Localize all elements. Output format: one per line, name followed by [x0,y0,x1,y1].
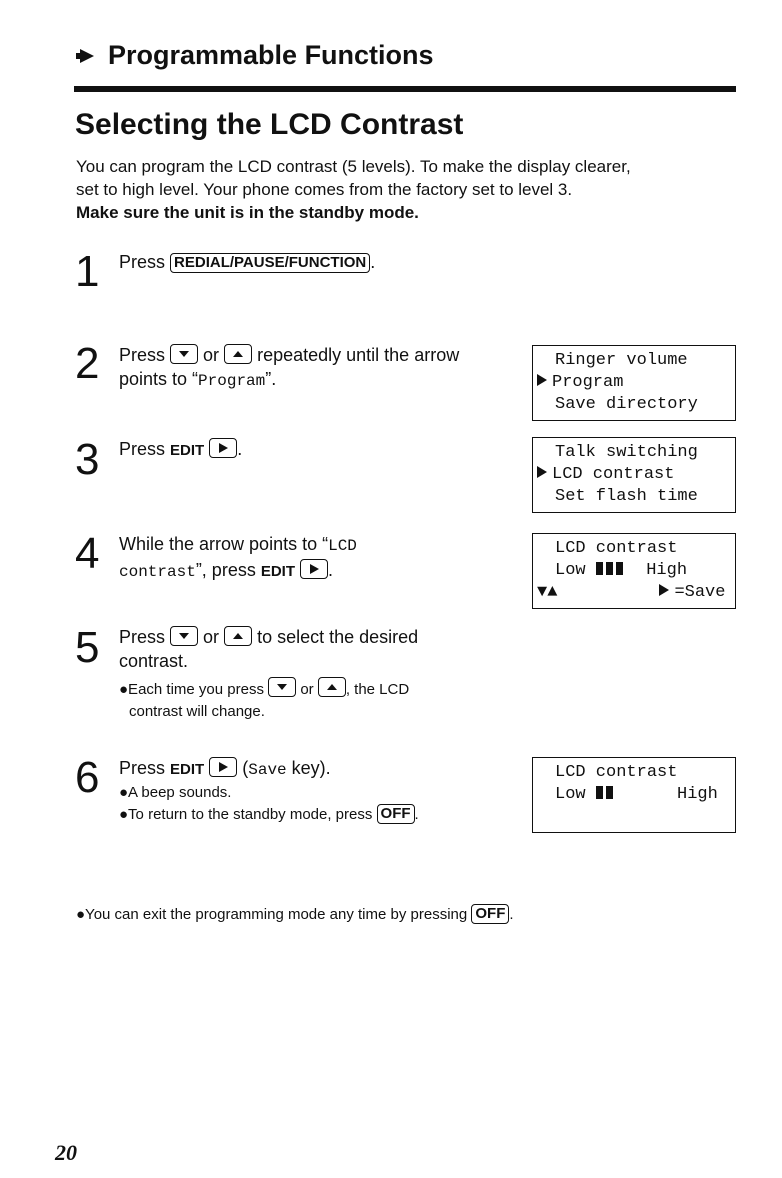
or-label: or [300,681,314,698]
step-number: 4 [75,529,100,578]
edit-right-key-icon [209,757,237,777]
step-3-text [119,437,509,463]
step-5-rest: to select the desired [257,627,419,647]
lcd-screen-menu-2 [532,437,736,513]
page-title: Selecting the LCD Contrast [75,108,464,141]
down-key-icon [170,344,198,364]
period: . [328,560,334,580]
contrast-bar [606,786,613,799]
down-key-icon [268,677,296,697]
off-key: OFF [377,804,415,824]
step-2-text [119,343,509,393]
lcd-line: Save directory [555,395,698,414]
footer-note-text: ●You can exit the programming mode any time by pressing [76,906,468,923]
step-5-text [119,625,509,723]
period: . [414,806,419,823]
selection-arrow-icon [537,374,547,386]
intro-line-2: set to high level. Your phone comes from the factory set to level 3. [76,180,573,199]
low-label: Low [555,561,586,580]
lcd-screen-menu-1 [532,345,736,421]
high-label: High [677,785,718,804]
step-number: 2 [75,339,100,388]
lcd-line: Ringer volume [555,351,688,370]
edit-right-key-icon [300,559,328,579]
lcd-contrast-row [533,560,735,582]
contrast-bar [616,562,623,575]
note-text: ●A beep sounds. [119,784,232,801]
intro-line-1: You can program the LCD contrast (5 levels). To make the display clearer, [76,157,631,176]
selection-arrow-icon [537,466,547,478]
paren: ( [242,758,249,778]
step-6-after: key). [291,758,331,778]
section-header [76,40,736,71]
lcd-screen-contrast-adjust [532,533,736,609]
step-2-rest: repeatedly until the arrow [257,345,460,365]
intro [76,155,746,224]
high-label: High [646,561,688,580]
low-label: Low [555,785,586,804]
section-title-row [76,40,736,71]
save-arrow-icon [659,584,669,596]
down-key-icon [170,626,198,646]
contrast-bar [596,786,603,799]
pointer-arrow-icon [76,45,98,67]
step-5-line2: contrast. [119,651,189,671]
press-label: Press [119,758,166,778]
or-label: or [203,627,220,647]
off-key: OFF [471,904,509,924]
step-2-line2b: ”. [265,369,277,389]
section-title: Programmable Functions [108,40,434,70]
period: . [237,439,243,459]
press-label: Press [119,252,166,272]
step-2-line2a: points to “ [119,369,199,389]
lcd-contrast-row [533,784,735,806]
save-mono: Save [248,761,287,779]
redial-pause-function-key: REDIAL/PAUSE/FUNCTION [170,253,370,273]
or-label: or [203,345,220,365]
step-4-text [119,532,509,584]
lcd-line: Set flash time [555,487,698,506]
lcd-nav-row [533,582,735,604]
lcd-line: Talk switching [555,443,698,462]
lcd-screen-contrast-saved [532,757,736,833]
press-label: Press [119,627,166,647]
step-1-text [119,250,509,274]
up-key-icon [224,626,252,646]
lcd-line-text: LCD contrast [552,465,675,484]
intro-bold-line: Make sure the unit is in the standby mode. [76,203,419,222]
edit-label: EDIT [260,563,296,580]
note-text: , the LCD [345,681,410,698]
step-6-text [119,756,509,826]
press-label: Press [119,439,166,459]
edit-right-key-icon [209,438,237,458]
lcd-line-text: Program [552,373,624,392]
step-4-line2b: ”, press [195,560,256,580]
step-number: 1 [75,247,100,296]
lcd-line: LCD contrast [555,539,678,558]
footer-note [76,904,514,924]
period: . [370,252,376,272]
up-key-icon [224,344,252,364]
contrast-bar [596,562,603,575]
step-number: 6 [75,753,100,802]
period: . [509,906,514,923]
header-rule [74,86,736,92]
program-mono: Program [198,372,266,390]
edit-label: EDIT [170,442,205,459]
nav-arrows: ▼▲ [537,583,558,602]
up-key-icon [318,677,346,697]
lcd-line: LCD contrast [555,763,678,782]
lcd-line-selected [533,464,735,486]
save-label: =Save [674,583,726,602]
contrast-mono: contrast [119,563,196,581]
contrast-bar [606,562,613,575]
press-label: Press [119,345,166,365]
lcd-mono: LCD [328,537,357,555]
note-text: contrast will change. [129,703,265,720]
edit-label: EDIT [170,761,205,778]
lcd-line-selected [533,372,735,394]
note-text: ●Each time you press [119,681,264,698]
page-number: 20 [55,1140,77,1165]
step-4-line1a: While the arrow points to “ [119,534,329,554]
step-number: 5 [75,623,100,672]
step-number: 3 [75,435,100,484]
note-text: ●To return to the standby mode, press [119,806,373,823]
